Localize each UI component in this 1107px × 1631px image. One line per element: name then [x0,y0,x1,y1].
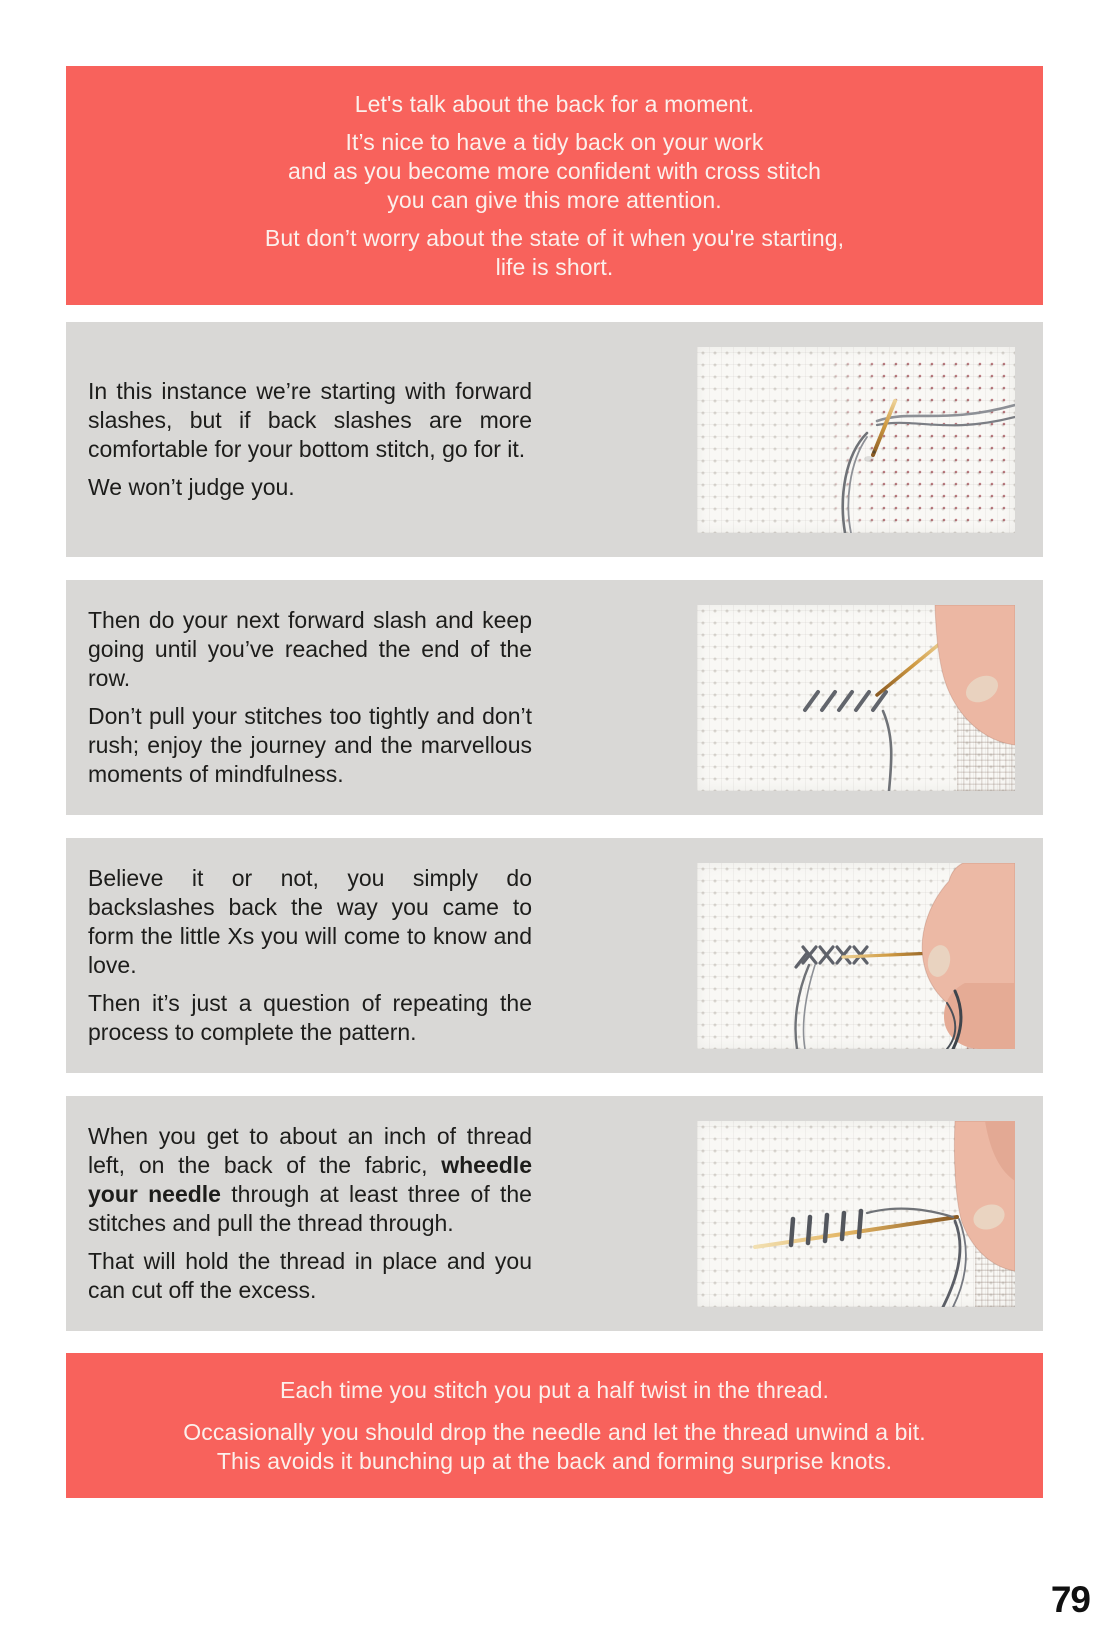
step-photo-2 [697,605,1015,791]
step-text-4 [88,1122,532,1305]
needle-icon [872,401,895,455]
step-paragraph: We won’t judge you. [88,474,295,500]
intro-banner-line: life is short. [495,253,614,280]
photo-illustration [697,605,1015,791]
step-text-1 [88,377,532,502]
step-photo-1 [697,347,1015,533]
finger-icon [954,1121,1015,1271]
step-panel-1 [66,322,1043,557]
page [66,66,1043,1498]
step-text-3 [88,864,532,1047]
step-text-2 [88,606,532,789]
intro-banner [66,66,1043,305]
step-paragraph: Believe it or not, you simply do backslashes back the way you came to form the little Xs you will come to know and love. [88,865,532,978]
photo-illustration [697,347,1015,533]
step-photo-3 [697,863,1015,1049]
thread-icon [883,711,891,791]
needle-icon [843,953,935,957]
step-panel-3 [66,838,1043,1073]
photo-illustration [697,1121,1015,1307]
step-paragraph: In this instance we’re starting with forward slashes, but if back slashes are more comfortable for your bottom stitch, go for it. [88,378,532,462]
photo-illustration [697,863,1015,1049]
tip-banner [66,1353,1043,1498]
stitches-icon [805,692,886,710]
step-paragraph: Then do your next forward slash and keep going until you’ve reached the end of the row. [88,607,532,691]
step-paragraph: Don’t pull your stitches too tightly and don’t rush; enjoy the journey and the marvellous moments of mindfulness. [88,703,532,787]
tip-banner-line: This avoids it bunching up at the back and forming surprise knots. [216,1447,893,1474]
finger-icon [922,863,1015,1049]
thread-icon [796,965,816,1049]
step-paragraph [88,1122,532,1238]
tip-banner-line: Occasionally you should drop the needle and let the thread unwind a bit. [183,1418,926,1445]
thread-icon [843,405,1015,533]
lead-text: When you get to about an inch of thread left, on the back of the fabric, [88,1123,532,1178]
step-panel-2 [66,580,1043,815]
intro-banner-line: you can give this more attention. [387,186,722,213]
step-paragraph: That will hold the thread in place and you can cut off the excess. [88,1248,532,1303]
needle-icon [755,1217,957,1247]
intro-banner-line: It’s nice to have a tidy back on your work [345,128,764,155]
page-number: 79 [1050,1579,1090,1620]
finger-icon [935,605,1015,745]
intro-banner-line: But don’t worry about the state of it when you're starting, [264,224,845,251]
step-panel-4 [66,1096,1043,1331]
step-paragraph: Then it’s just a question of repeating the process to complete the pattern. [88,990,532,1045]
intro-banner-line: Let's talk about the back for a moment. [354,90,755,117]
needle-icon [877,641,943,695]
lead-text: through at least three of the stitches and pull the thread through. [88,1181,532,1236]
lead-bold-text: wheedle your needle [88,1152,532,1207]
intro-banner-line: and as you become more confident with cross stitch [288,157,821,184]
tip-banner-line: Each time you stitch you put a half twist in the thread. [280,1376,829,1403]
step-photo-4 [697,1121,1015,1307]
